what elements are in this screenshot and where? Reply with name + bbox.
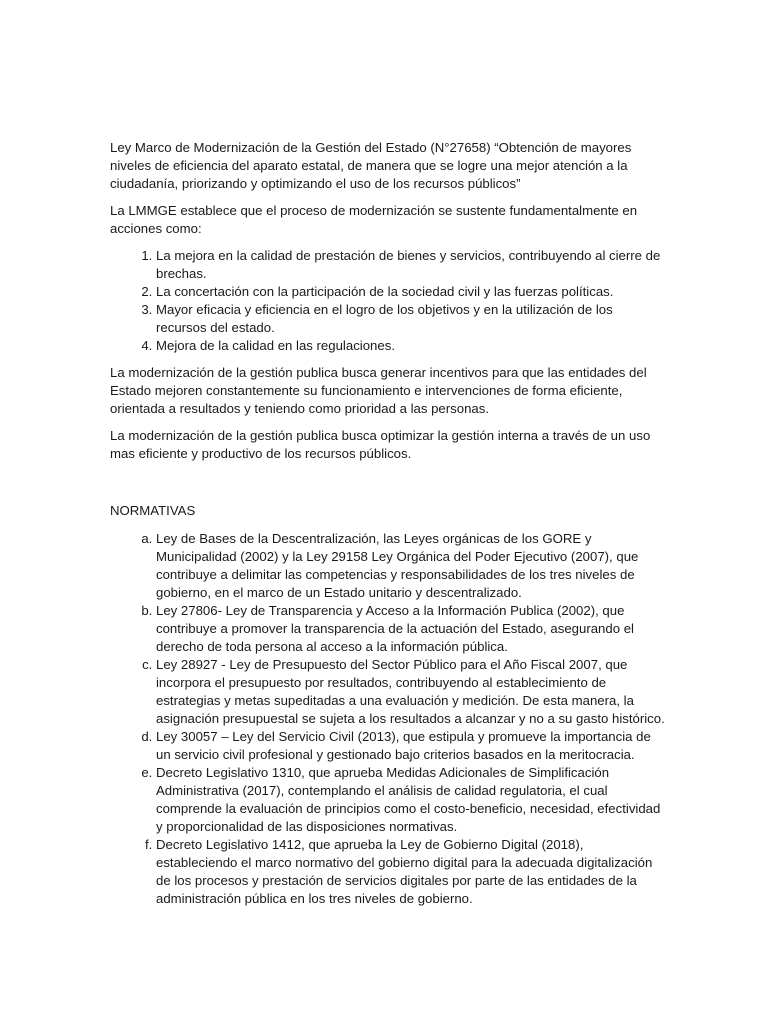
optimize-paragraph: La modernización de la gestión publica busca optimizar la gestión interna a través de un uso mas eficiente y productivo de los recursos públicos. (110, 428, 651, 461)
lmmge-intro-paragraph: La LMMGE establece que el proceso de modernización se sustente fundamentalmente en acciones como: (110, 203, 638, 236)
actions-list (110, 247, 665, 355)
normativas-list (110, 530, 665, 908)
normativa-item: d. Ley 30057 – Ley del Servicio Civil (2013), que estipula y promueve la importancia de un servicio civil profesional y gestionado bajo criterios basados en la meritocracia. (156, 728, 665, 764)
normativa-item: a. Ley de Bases de la Descentralización, las Leyes orgánicas de los GORE y Municipalidad (2002) y la Ley 29158 Ley Orgánica del Poder Ejecutivo (2007), que contribuye a delimitar las competencias y responsabilidades de los tres niveles de gobierno, en el marco de un Estado unitario y descentralizado. (156, 530, 665, 602)
document-body (110, 139, 665, 917)
action-item: 4. Mejora de la calidad en las regulaciones. (156, 337, 665, 355)
normativa-item: c. Ley 28927 - Ley de Presupuesto del Sector Público para el Año Fiscal 2007, que incorpora el presupuesto por resultados, contribuyendo al establecimiento de estrategias y metas supeditadas a una evaluación y medición. De esta manera, la asignación presupuestal se sujeta a los resultados a alcanzar y no a su gasto histórico. (156, 656, 665, 728)
normativa-item: f. Decreto Legislativo 1412, que aprueba la Ley de Gobierno Digital (2018), estableciendo el marco normativo del gobierno digital para la adecuada digitalización de los procesos y prestación de servicios digitales por parte de las entidades de la administración pública en los tres niveles de gobierno. (156, 836, 665, 908)
action-item: 1. La mejora en la calidad de prestación de bienes y servicios, contribuyendo al cierre de brechas. (156, 247, 665, 283)
normativa-item: b. Ley 27806- Ley de Transparencia y Acceso a la Información Publica (2002), que contribuye a promover la transparencia de la actuación del Estado, asegurando el derecho de toda persona al acceso a la información pública. (156, 602, 665, 656)
action-item: 2. La concertación con la participación de la sociedad civil y las fuerzas políticas. (156, 283, 665, 301)
normativas-heading: NORMATIVAS (110, 503, 196, 518)
normativa-item: e. Decreto Legislativo 1310, que aprueba Medidas Adicionales de Simplificación Administrativa (2017), contemplando el análisis de calidad regulatoria, el cual comprende la evaluación de principios como el costo-beneficio, necesidad, efectividad y proporcionalidad de las disposiciones normativas. (156, 764, 665, 836)
blank-line (110, 472, 665, 502)
action-item: 3. Mayor eficacia y eficiencia en el logro de los objetivos y en la utilización de los recursos del estado. (156, 301, 665, 337)
incentives-paragraph: La modernización de la gestión publica busca generar incentivos para que las entidades del Estado mejoren constantemente su funcionamiento e intervenciones de forma eficiente, orientada a resultados y teniendo como prioridad a las personas. (110, 365, 647, 416)
intro-paragraph: Ley Marco de Modernización de la Gestión del Estado (N°27658) “Obtención de mayores niveles de eficiencia del aparato estatal, de manera que se logre una mejor atención a la ciudadanía, priorizando y optimizando el uso de los recursos públicos” (110, 140, 632, 191)
